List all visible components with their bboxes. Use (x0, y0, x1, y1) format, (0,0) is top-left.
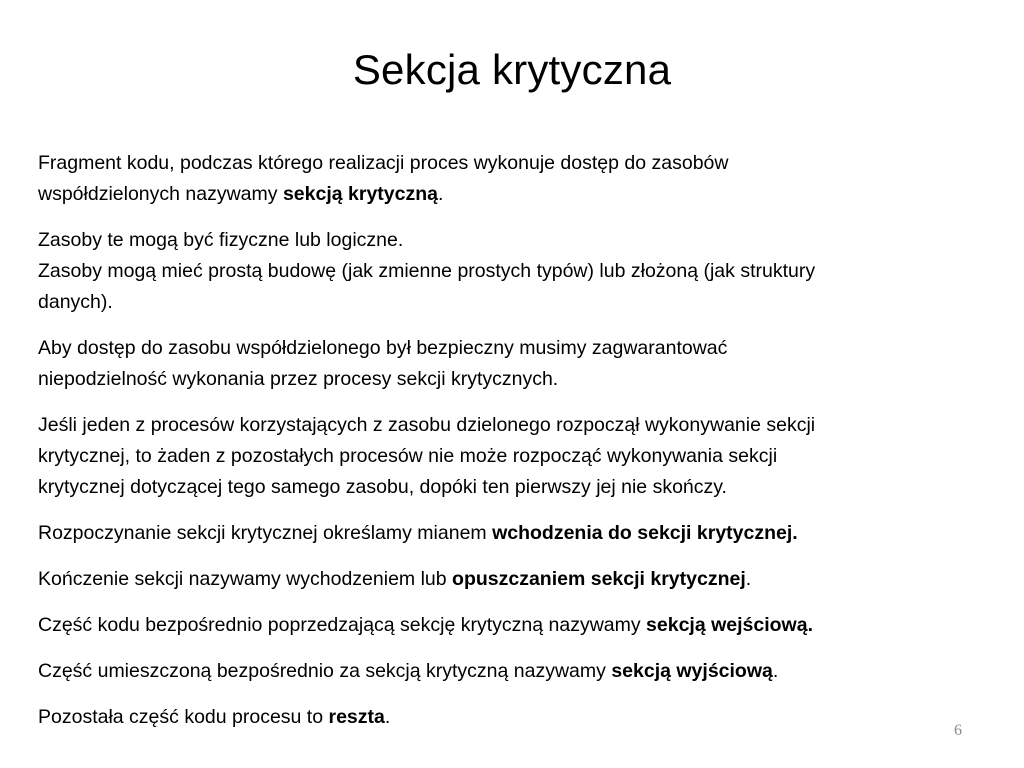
paragraph-end: . (745, 568, 752, 590)
bold-term: sekcją krytyczną (282, 183, 438, 205)
paragraph-line: krytycznej dotyczącej tego samego zasobu, dopóki ten pierwszy jej nie skończy. (38, 476, 727, 498)
paragraph-text: Rozpoczynanie sekcji krytycznej określamy mianem (38, 522, 487, 544)
paragraph-line (38, 610, 988, 641)
paragraph-end: . (384, 706, 391, 728)
paragraph-end: . (772, 660, 779, 682)
paragraph-text: współdzielonych nazywamy (38, 183, 278, 205)
bold-term: sekcją wyjściową (611, 660, 773, 682)
slide-title: Sekcja krytyczna (352, 46, 672, 93)
paragraph-remainder (38, 702, 988, 733)
paragraph-mutual-exclusion (38, 410, 988, 503)
paragraph-line (38, 518, 988, 549)
paragraph-line (38, 702, 988, 733)
paragraph-definition (38, 148, 988, 210)
paragraph-safety (38, 333, 988, 395)
bold-term: sekcją wejściową. (646, 614, 813, 636)
paragraph-resources (38, 225, 988, 318)
paragraph-line: Fragment kodu, podczas którego realizacji proces wykonuje dostęp do zasobów (38, 152, 729, 174)
paragraph-leaving (38, 564, 988, 595)
paragraph-line: Aby dostęp do zasobu współdzielonego był bezpieczny musimy zagwarantować (38, 337, 728, 359)
paragraph-text: Część umieszczoną bezpośrednio za sekcją krytyczną nazywamy (38, 660, 606, 682)
paragraph-text: Kończenie sekcji nazywamy wychodzeniem lub (38, 568, 447, 590)
slide-number: 6 (954, 722, 962, 739)
paragraph-line: Zasoby te mogą być fizyczne lub logiczne. (38, 229, 404, 251)
paragraph-text: Pozostała część kodu procesu to (38, 706, 324, 728)
paragraph-line (38, 564, 988, 595)
paragraph-line: krytycznej, to żaden z pozostałych procesów nie może rozpocząć wykonywania sekcji (38, 445, 778, 467)
paragraph-entry-section (38, 610, 988, 641)
bold-term: reszta (328, 706, 385, 728)
paragraph-line: danych). (38, 291, 113, 313)
bold-term: opuszczaniem sekcji krytycznej (452, 568, 746, 590)
paragraph-line: niepodzielność wykonania przez procesy sekcji krytycznych. (38, 368, 559, 390)
paragraph-end: . (437, 183, 444, 205)
bold-term: wchodzenia do sekcji krytycznej. (492, 522, 798, 544)
paragraph-exit-section (38, 656, 988, 687)
paragraph-line: Jeśli jeden z procesów korzystających z zasobu dzielonego rozpoczął wykonywanie sekcji (38, 414, 816, 436)
paragraph-line: Zasoby mogą mieć prostą budowę (jak zmienne prostych typów) lub złożoną (jak struktury (38, 260, 816, 282)
paragraph-text: Część kodu bezpośrednio poprzedzającą sekcję krytyczną nazywamy (38, 614, 641, 636)
paragraph-line (38, 179, 988, 210)
paragraph-line (38, 656, 988, 687)
slide-content (38, 148, 988, 733)
paragraph-entering (38, 518, 988, 549)
